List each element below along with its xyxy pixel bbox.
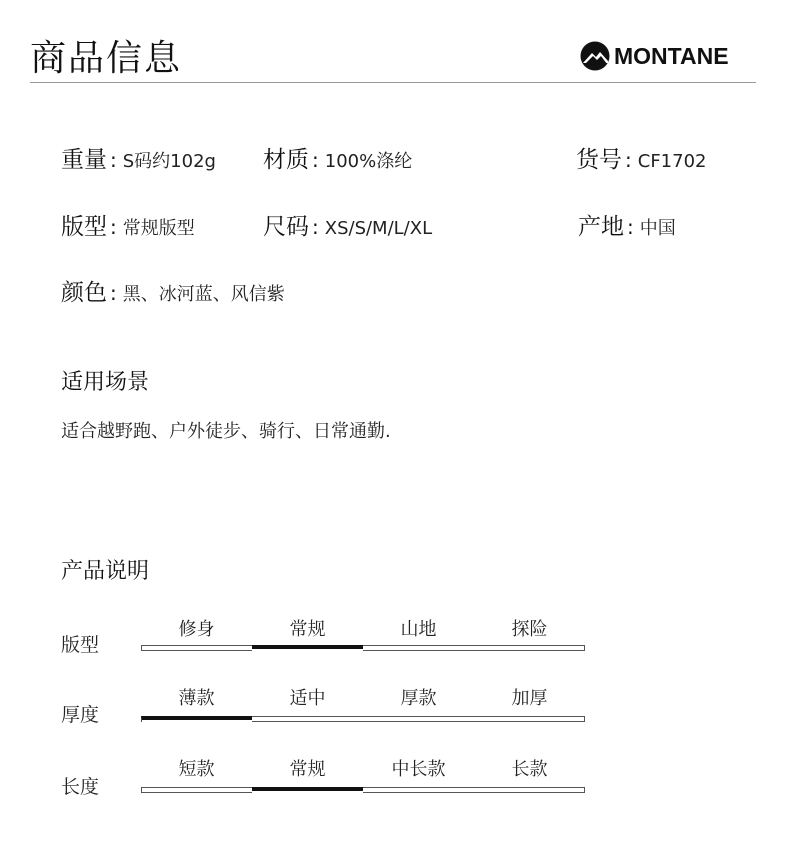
description-row-label: 版型 [61, 634, 100, 656]
spec-color-value: 黑、冰河蓝、风信紫 [122, 284, 285, 305]
spec-fit-colon: : [110, 215, 117, 239]
scale-track [141, 645, 585, 651]
option-label: 常规 [289, 619, 326, 640]
description-title: 产品说明 [61, 559, 150, 584]
option-label: 探险 [511, 619, 548, 640]
spec-material-key: 材质 [263, 147, 309, 173]
option-label: 修身 [178, 619, 215, 640]
spec-fit [61, 208, 195, 241]
spec-weight-colon: : [110, 148, 117, 172]
option-label: 短款 [178, 759, 215, 780]
spec-size-key: 尺码 [263, 214, 309, 240]
spec-material-value: 100%涤纶 [324, 151, 413, 172]
spec-item-no [576, 141, 706, 174]
spec-color [61, 274, 285, 307]
option-label: 长款 [511, 759, 548, 780]
scale-segment-selected [141, 716, 252, 722]
spec-origin [578, 208, 676, 241]
spec-fit-value: 常规版型 [122, 218, 195, 239]
description-row-label: 厚度 [61, 704, 100, 726]
scale-segment [252, 716, 363, 722]
montane-mountain-icon [580, 41, 610, 71]
spec-weight-value: S码约102g [122, 151, 216, 172]
scale-segment [474, 716, 585, 722]
scale-segment [141, 787, 252, 793]
spec-material-colon: : [312, 148, 319, 172]
scale-segment [363, 716, 474, 722]
scale-segment-selected [252, 645, 363, 651]
scale-segment [141, 645, 252, 651]
option-label: 山地 [400, 619, 437, 640]
scale-segment-selected [252, 787, 363, 793]
spec-item-no-colon: : [625, 148, 632, 172]
page-title: 商品信息 [30, 38, 183, 79]
spec-color-key: 颜色 [61, 280, 107, 306]
spec-weight-key: 重量 [61, 147, 107, 173]
spec-size-colon: : [312, 215, 319, 239]
scale-segment [474, 787, 585, 793]
spec-origin-colon: : [627, 215, 634, 239]
scale-segment [363, 645, 474, 651]
spec-origin-value: 中国 [639, 218, 676, 239]
option-label: 常规 [289, 759, 326, 780]
scenarios-text: 适合越野跑、户外徒步、骑行、日常通勤. [61, 421, 391, 442]
scenarios-title: 适用场景 [61, 370, 150, 395]
spec-color-colon: : [110, 281, 117, 305]
description-row-label: 长度 [61, 776, 100, 798]
header-divider [30, 82, 756, 83]
brand-logo [580, 40, 729, 72]
scale-segment [474, 645, 585, 651]
spec-weight [61, 141, 216, 174]
spec-item-no-value: CF1702 [637, 151, 707, 172]
scale-track [141, 716, 585, 722]
option-label: 加厚 [511, 688, 548, 709]
option-label: 厚款 [400, 688, 437, 709]
spec-origin-key: 产地 [578, 214, 624, 240]
spec-size-value: XS/S/M/L/XL [324, 218, 433, 239]
option-label: 适中 [289, 688, 326, 709]
spec-fit-key: 版型 [61, 214, 107, 240]
spec-item-no-key: 货号 [576, 147, 622, 173]
option-label: 薄款 [178, 688, 215, 709]
scale-track [141, 787, 585, 793]
spec-material [263, 141, 412, 174]
option-label: 中长款 [391, 759, 446, 780]
spec-size [263, 208, 432, 241]
brand-name: MONTANE [614, 42, 729, 69]
scale-segment [363, 787, 474, 793]
